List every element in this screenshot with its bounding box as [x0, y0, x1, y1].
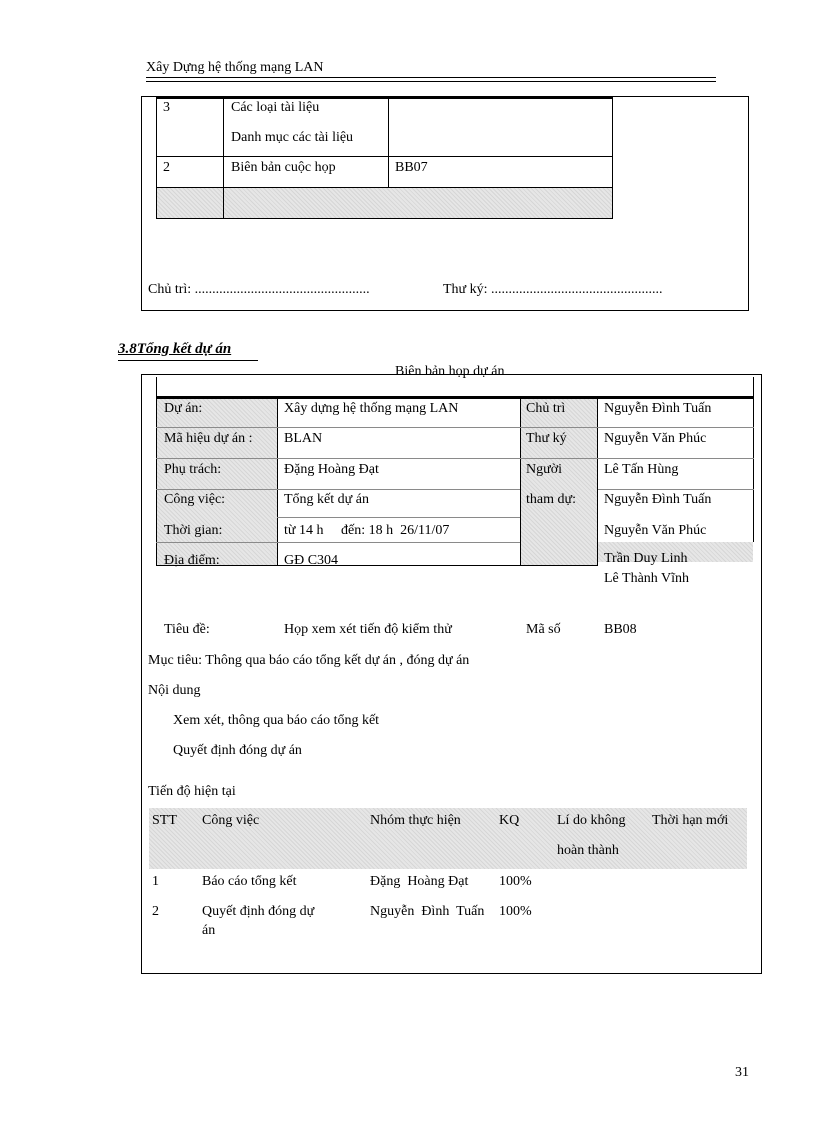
project-code-label: Mã hiệu dự án : [164, 431, 253, 446]
table-cell-doc: Biên bản cuộc họp [231, 160, 336, 175]
attendees-label: tham dự: [526, 492, 576, 507]
header-kq: KQ [499, 813, 520, 828]
number-label: Mã số [526, 622, 561, 637]
attendee-item: Nguyễn Đình Tuấn [604, 492, 712, 507]
project-value: Xây dựng hệ thống mạng LAN [284, 401, 459, 416]
chair-value: Nguyễn Đình Tuấn [604, 401, 712, 416]
row-kq: 100% [499, 874, 532, 889]
secretary-label: Thư ký [526, 431, 567, 446]
form-title: Biên bản họp dự án [395, 364, 505, 379]
content-item: Xem xét, thông qua báo cáo tổng kết [173, 713, 380, 728]
project-label: Dự án: [164, 401, 203, 416]
header-reason: hoàn thành [557, 843, 619, 858]
header-rule-thin [146, 81, 716, 82]
table-cell-stt: 2 [163, 160, 170, 175]
objective: Mục tiêu: Thông qua báo cáo tổng kết dự án , đóng dự án [148, 653, 470, 668]
header-rule [146, 77, 716, 78]
time-value: từ 14 h đến: 18 h 26/11/07 [284, 523, 450, 538]
content-label: Nội dung [148, 683, 201, 698]
secretary-signature-line: Thư ký: ................................................. [443, 282, 663, 297]
chair-signature-line: Chủ trì: .................................................. [148, 282, 370, 297]
task-label: Công việc: [164, 492, 226, 507]
number-value: BB08 [604, 622, 637, 637]
table-cell-doc: Danh mục các tài liệu [231, 130, 354, 145]
time-label: Thời gian: [164, 523, 223, 538]
header-stt: STT [152, 813, 177, 828]
page-number: 31 [735, 1065, 749, 1080]
header-title: Xây Dựng hệ thống mạng LAN [146, 60, 324, 75]
header-task: Công việc [202, 813, 260, 828]
subject-value: Họp xem xét tiến độ kiểm thử [284, 622, 452, 637]
row-task: Báo cáo tổng kết [202, 874, 297, 889]
task-value: Tổng kết dự án [284, 492, 369, 507]
place-label: Địa điểm: [164, 553, 220, 568]
attendee-item: Trần Duy Linh [604, 551, 688, 566]
header-group: Nhóm thực hiện [370, 813, 461, 828]
chair-label: Chủ trì [526, 401, 566, 416]
project-code-value: BLAN [284, 431, 323, 446]
subject-label: Tiêu đề: [164, 622, 210, 637]
table-cell-stt: 3 [163, 100, 170, 115]
attendee-item: Lê Thành Vĩnh [604, 571, 690, 586]
lead-label: Phụ trách: [164, 462, 222, 477]
row-group: Nguyễn Đình Tuấn [370, 904, 485, 919]
table-cell-doc: Các loại tài liệu [231, 100, 320, 115]
row-stt: 1 [152, 874, 159, 889]
prev-table-empty-row [157, 188, 612, 218]
place-value: GĐ C304 [284, 553, 339, 568]
row-task: án [202, 923, 216, 938]
attendees-label: Người [526, 462, 562, 477]
row-task: Quyết định đóng dự [202, 904, 315, 919]
content-item: Quyết định đóng dự án [173, 743, 302, 758]
attendee-item: Nguyễn Văn Phúc [604, 523, 707, 538]
lead-value: Đặng Hoàng Đạt [284, 462, 379, 477]
section-heading: 3.8Tổng kết dự án [118, 341, 232, 357]
row-kq: 100% [499, 904, 532, 919]
row-group: Đặng Hoàng Đạt [370, 874, 469, 889]
progress-label: Tiến độ hiện tại [148, 784, 236, 799]
table-cell-code: BB07 [395, 160, 428, 175]
header-reason: Lí do không [557, 813, 626, 828]
header-deadline: Thời hạn mới [652, 813, 729, 828]
secretary-value: Nguyễn Văn Phúc [604, 431, 707, 446]
section-heading-underline [118, 360, 258, 361]
row-stt: 2 [152, 904, 159, 919]
attendee-item: Lê Tấn Hùng [604, 462, 679, 477]
